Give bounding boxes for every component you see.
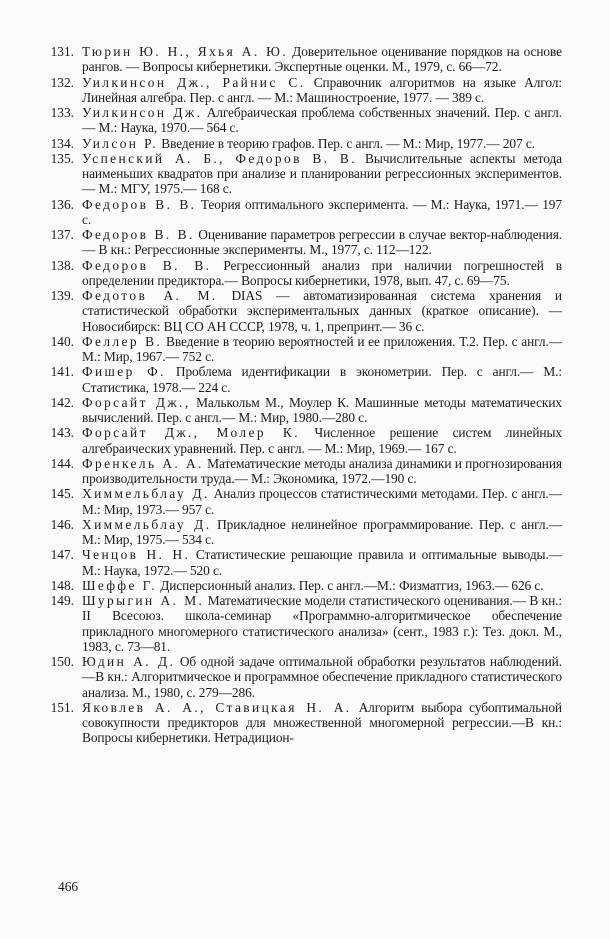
reference-text (82, 364, 562, 395)
reference-entry (26, 593, 562, 654)
reference-author: Федоров В. В. (82, 227, 195, 242)
reference-number: 138. (50, 257, 74, 273)
reference-citation: Оценивание параметров регрессии в случае вектор-наблюдения.— В кн.: Регрессионные эксперименты. М., 1977, с. 112—122. (82, 227, 562, 258)
reference-entry (26, 288, 562, 334)
reference-author: Успенский А. Б., Федоров В. В. (82, 150, 357, 166)
page-number: 466 (58, 879, 79, 894)
reference-text (82, 700, 562, 746)
reference-citation: Математические модели статистического оценивания.— В кн.: II Всесоюз. школа-семинар «Программно-алгоритмическое обеспечение прикладного многомерного статистического анализа» (сент., 1983 г.): Тез. докл. М., 1983, с. 73—81. (82, 593, 563, 654)
reference-text (82, 75, 562, 106)
reference-list (26, 44, 562, 746)
reference-author: Химмельблау Д. (82, 486, 210, 502)
reference-author: Френкель А. А. (82, 455, 204, 471)
reference-text (82, 44, 562, 75)
reference-author: Шурыгин А. М. (82, 593, 205, 608)
reference-text (82, 105, 562, 136)
reference-number: 142. (50, 394, 74, 410)
reference-entry (26, 700, 562, 746)
reference-number: 131. (50, 44, 74, 59)
reference-number: 132. (50, 74, 74, 90)
reference-citation: Малькольм М., Моулер К. Машинные методы математических вычислений. Пер. с англ.— М.: Мир, 1980.—280 с. (82, 394, 562, 425)
reference-text (82, 547, 562, 578)
reference-citation: Справочник алгоритмов на языке Алгол: Линейная алгебра. Пер. с англ. — М.: Машиностроение, 1977. — 389 с. (82, 74, 562, 105)
reference-entry (26, 654, 562, 700)
reference-entry (26, 197, 562, 228)
reference-entry (26, 258, 562, 289)
reference-citation: Проблема идентификации в эконометрии. Пер. с англ.— М.: Статистика, 1978.— 224 с. (82, 364, 562, 395)
reference-author: Уилсон Р. (82, 135, 159, 151)
reference-number: 141. (50, 364, 74, 380)
reference-citation: Статистические решающие правила и оптимальные выводы.— М.: Наука, 1972.— 520 с. (82, 547, 562, 578)
reference-text (82, 258, 562, 289)
reference-number: 150. (50, 654, 74, 669)
reference-number: 135. (50, 150, 74, 166)
reference-text (82, 486, 562, 517)
reference-entry (26, 425, 562, 456)
reference-entry (26, 227, 562, 258)
reference-entry (26, 547, 562, 578)
reference-number: 133. (50, 105, 74, 120)
reference-number: 137. (50, 227, 74, 242)
reference-entry (26, 151, 562, 197)
reference-entry (26, 395, 562, 426)
reference-text (82, 578, 562, 593)
reference-text (82, 136, 562, 151)
reference-entry (26, 364, 562, 395)
reference-number: 151. (50, 699, 74, 715)
reference-author: Ченцов Н. Н. (82, 547, 191, 563)
reference-author: Федоров В. В. (82, 257, 212, 273)
reference-number: 148. (50, 577, 74, 593)
reference-author: Тюрин Ю. Н., Яхья А. Ю. (82, 44, 289, 59)
reference-number: 139. (50, 288, 74, 303)
reference-citation: Вычислительные аспекты метода наименьших квадратов при анализе и планировании регрессионных экспериментов.— М.: МГУ, 1975.— 168 с. (82, 150, 563, 197)
reference-citation: Алгоритм выбора субоптимальной совокупности предикторов для множественной многомерной регрессии.—В кн.: Вопросы кибернетики. Нетрадицион- (82, 699, 562, 746)
reference-entry (26, 578, 562, 593)
reference-number: 149. (50, 593, 74, 608)
reference-text (82, 425, 562, 456)
reference-citation: Об одной задаче оптимальной обработки результатов наблюдений.—В кн.: Алгоритмическое и программное обеспечение прикладного статистического анализа. М., 1980, с. 279—286. (82, 654, 562, 700)
reference-citation: Введение в теорию графов. Пер. с англ. — М.: Мир, 1977.— 207 с. (158, 135, 535, 151)
reference-author: Шеффе Г. (82, 577, 157, 593)
reference-entry (26, 75, 562, 106)
reference-entry (26, 517, 562, 548)
reference-citation: Доверительное оценивание порядков на основе рангов. — Вопросы кибернетики. Экспертные оценки. М., 1979, с. 66—72. (82, 44, 563, 75)
reference-author: Фишер Ф. (82, 364, 166, 380)
reference-citation: Введение в теорию вероятностей и ее приложения. Т.2. Пер. с англ.— М.: Мир, 1967.— 752 с. (82, 333, 562, 364)
reference-number: 143. (50, 425, 74, 441)
reference-number: 147. (50, 547, 74, 563)
reference-citation: Прикладное нелинейное программирование. Пер. с англ.— М.: Мир, 1975.— 534 с. (82, 516, 562, 547)
reference-text (82, 334, 562, 365)
reference-number: 136. (50, 196, 74, 212)
reference-text (82, 288, 562, 334)
reference-number: 134. (50, 135, 74, 151)
reference-text (82, 517, 562, 548)
reference-text (82, 197, 562, 228)
reference-text (82, 654, 562, 700)
reference-number: 146. (50, 516, 74, 532)
reference-author: Федоров В. В. (82, 196, 197, 212)
reference-entry (26, 486, 562, 517)
reference-citation: Дисперсионный анализ. Пер. с англ.—М.: Физматгиз, 1963.— 626 с. (156, 577, 544, 593)
reference-text (82, 593, 562, 654)
reference-number: 140. (50, 333, 74, 349)
reference-text (82, 395, 562, 426)
reference-author: Юдин А. Д. (82, 654, 176, 669)
reference-number: 144. (50, 455, 74, 471)
reference-entry (26, 105, 562, 136)
reference-citation: Анализ процессов статистическими методами. Пер. с англ.— М.: Мир, 1973.— 957 с. (82, 486, 562, 517)
reference-citation: Теория оптимального эксперимента. — М.: Наука, 1971.— 197 с. (82, 196, 562, 227)
reference-entry (26, 456, 562, 487)
reference-entry (26, 334, 562, 365)
reference-author: Форсайт Дж., Молер К. (82, 425, 300, 441)
reference-author: Феллер В. (82, 333, 163, 349)
reference-author: Уилкинсон Дж., Райнис С. (82, 74, 306, 90)
reference-author: Уилкинсон Дж. (82, 105, 203, 120)
reference-author: Федотов А. М. (82, 288, 218, 303)
reference-author: Химмельблау Д. (82, 516, 212, 532)
reference-text (82, 456, 562, 487)
reference-text (82, 151, 562, 197)
reference-author: Яковлев А. А., Ставицкая Н. А. (82, 699, 352, 715)
reference-citation: Алгебраическая проблема собственных значений. Пер. с англ.— М.: Наука, 1970.— 564 с. (82, 105, 563, 136)
reference-citation: Математические методы анализа динамики и прогнозирования производительности труда.— М.: Экономика, 1972.—190 с. (82, 455, 562, 486)
reference-number: 145. (50, 486, 74, 502)
reference-entry (26, 44, 562, 75)
reference-citation: DIAS — автоматизированная система хранения и статистической обработки экспериментальных данных (краткое описание). — Новосибирск: ВЦ СО АН СССР, 1978, ч. 1, препринт.— 36 с. (82, 288, 562, 334)
reference-entry (26, 136, 562, 151)
reference-text (82, 227, 562, 258)
reference-author: Форсайт Дж., (82, 394, 191, 410)
reference-citation: Численное решение систем линейных алгебраических уравнений. Пер. с англ. — М.: Мир, 1969.— 167 с. (82, 425, 562, 456)
reference-citation: Регрессионный анализ при наличии погрешностей в определении предиктора.— Вопросы кибернетики, 1978, вып. 47, с. 69—75. (82, 257, 562, 288)
